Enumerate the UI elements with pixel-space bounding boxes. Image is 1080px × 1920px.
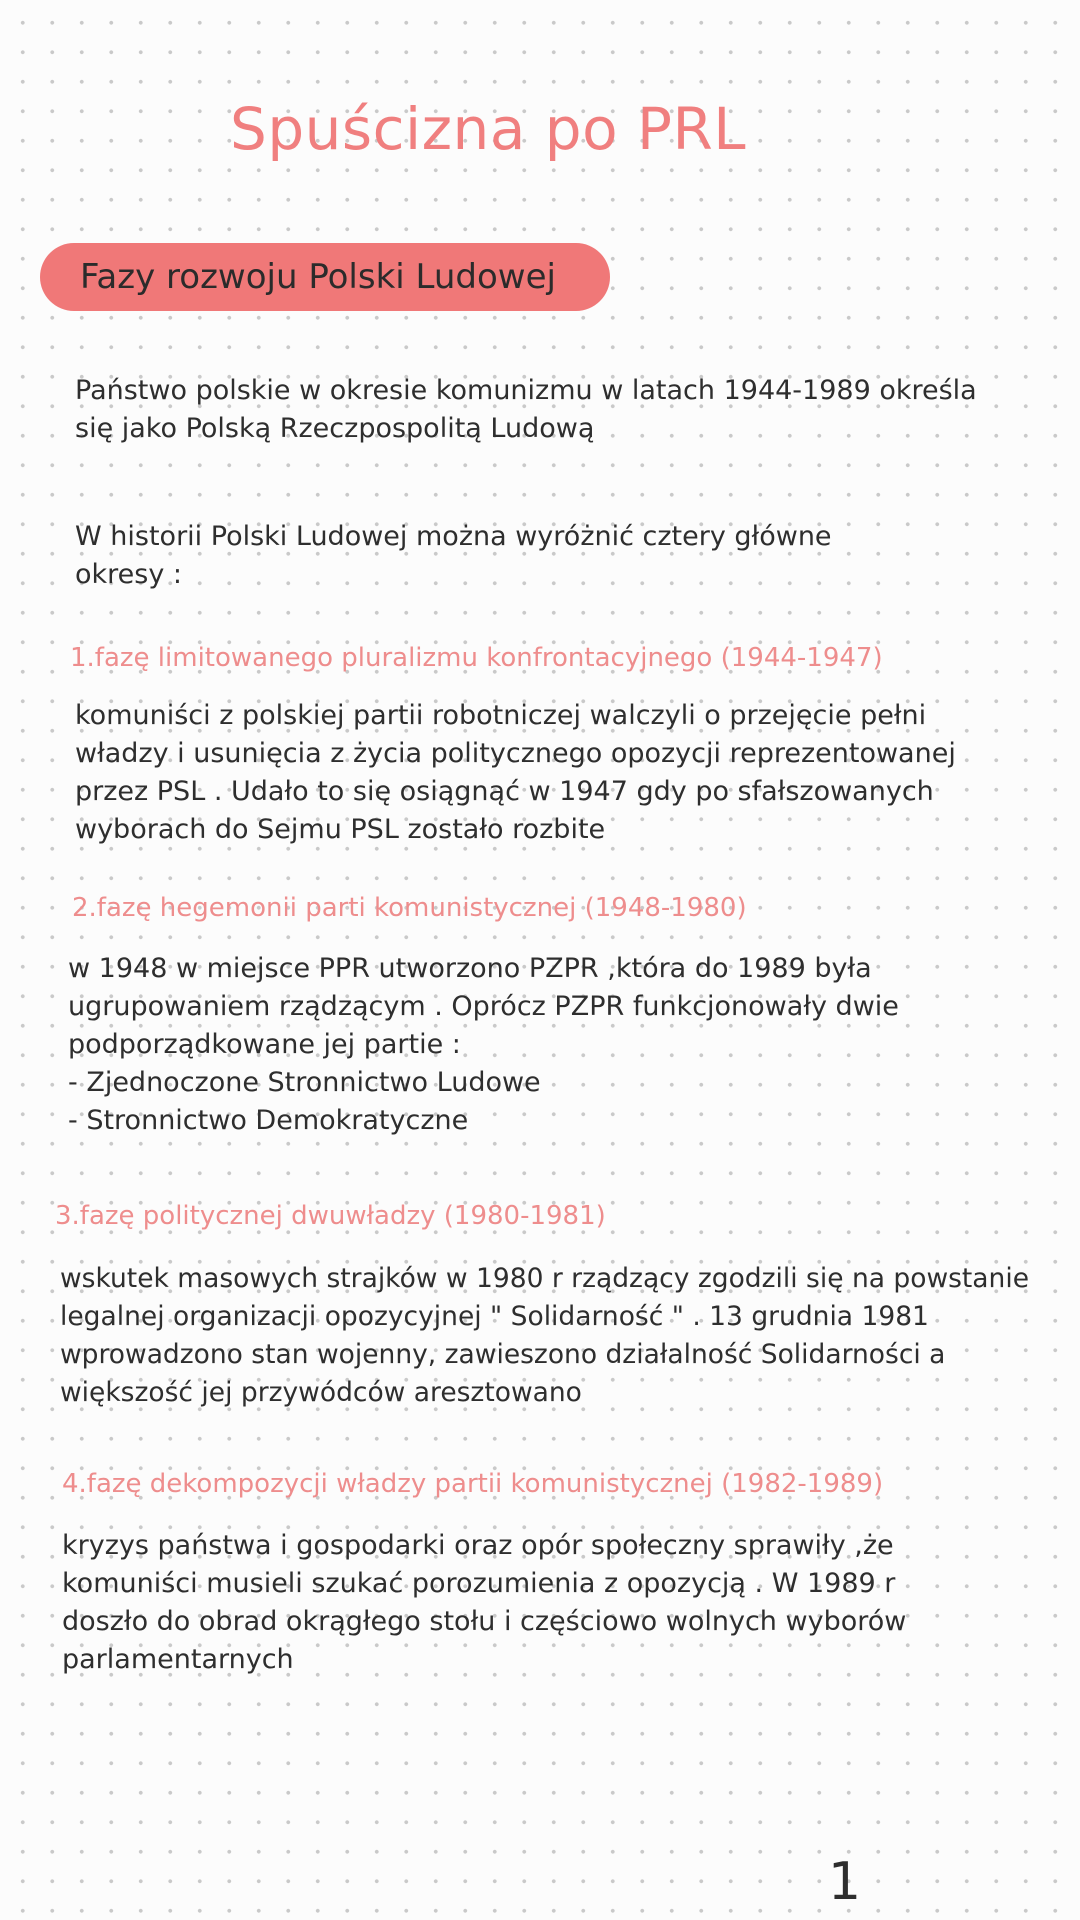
text-line: Państwo polskie w okresie komunizmu w latach 1944-1989 określa [75,375,977,406]
section-heading: Fazy rozwoju Polski Ludowej [80,257,556,297]
text-line: wskutek masowych strajków w 1980 r rządzący zgodzili się na powstanie [60,1263,1030,1294]
text-line: przez PSL . Udało to się osiągnąć w 1947 gdy po sfałszowanych [75,776,934,807]
text-line: kryzys państwa i gospodarki oraz opór społeczny sprawiły ,że [62,1530,894,1561]
text-line: większość jej przywódców aresztowano [60,1377,582,1408]
text-line: wprowadzono stan wojenny, zawieszono działalność Solidarności a [60,1339,946,1370]
text-line: władzy i usunięcia z życia politycznego opozycji reprezentowanej [75,738,956,769]
page-title: Spuścizna po PRL [230,95,747,163]
phase-2-paragraph [68,950,899,1140]
section-heading-pill [40,243,610,311]
text-line: w 1948 w miejsce PPR utworzono PZPR ,która do 1989 była [68,953,872,984]
periods-intro-paragraph [75,518,832,594]
text-line: - Stronnictwo Demokratyczne [68,1105,469,1136]
text-line: komuniści musieli szukać porozumienia z opozycją . W 1989 r [62,1568,896,1599]
text-line: - Zjednoczone Stronnictwo Ludowe [68,1067,541,1098]
phase-2-heading: 2.fazę hegemonii parti komunistycznej (1948-1980) [72,893,747,923]
phase-4-heading: 4.fazę dekompozycji władzy partii komunistycznej (1982-1989) [62,1469,884,1499]
text-line: ugrupowaniem rządzącym . Oprócz PZPR funkcjonowały dwie [68,991,899,1022]
text-line: komuniści z polskiej partii robotniczej walczyli o przejęcie pełni [75,700,927,731]
intro-paragraph [75,372,977,448]
text-line: doszło do obrad okrągłego stołu i częściowo wolnych wyborów [62,1606,907,1637]
text-line: parlamentarnych [62,1644,294,1675]
text-line: wyborach do Sejmu PSL zostało rozbite [75,814,606,845]
text-line: W historii Polski Ludowej można wyróżnić cztery główne [75,521,832,552]
text-line: okresy : [75,559,182,590]
text-line: się jako Polską Rzeczpospolitą Ludową [75,413,595,444]
phase-4-paragraph [62,1527,906,1679]
phase-1-heading: 1.fazę limitowanego pluralizmu konfrontacyjnego (1944-1947) [70,643,883,673]
text-line: legalnej organizacji opozycyjnej " Solidarność " . 13 grudnia 1981 [60,1301,929,1332]
phase-3-paragraph [60,1260,1029,1412]
phase-3-heading: 3.fazę politycznej dwuwładzy (1980-1981) [55,1201,606,1231]
phase-1-paragraph [75,697,956,849]
text-line: podporządkowane jej partie : [68,1029,461,1060]
page-number: 1 [828,1852,862,1912]
